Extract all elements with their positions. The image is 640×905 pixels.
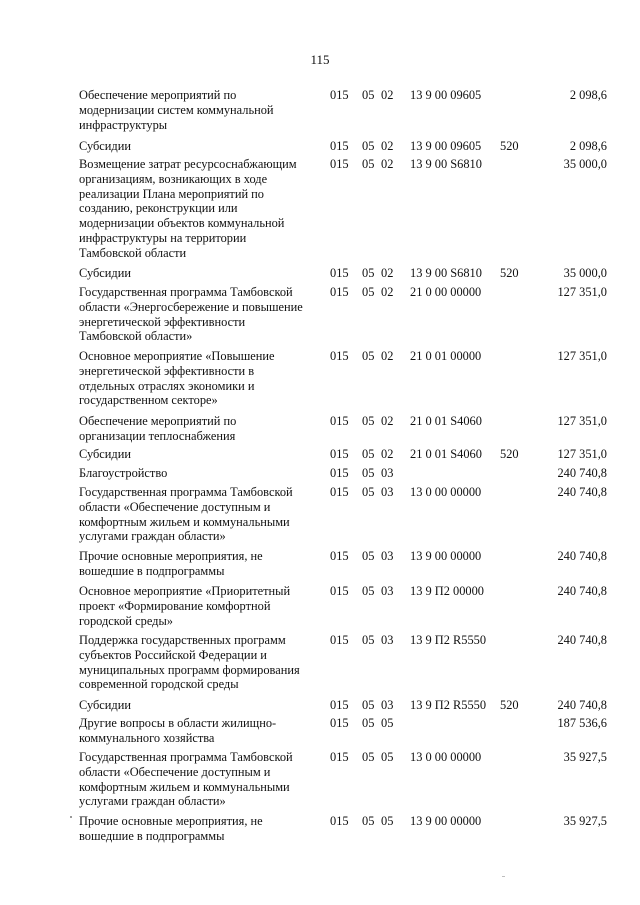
- section-code: 05: [362, 814, 375, 828]
- amount: 127 351,0: [557, 349, 607, 363]
- section-code: 05: [362, 698, 375, 712]
- row-name: Основное мероприятие «Повышение энергетической эффективности в отдельных отраслях экономики и государственном секторе»: [79, 349, 275, 408]
- subsection-code: 03: [381, 633, 394, 647]
- amount: 35 000,0: [563, 157, 607, 171]
- scan-speck: [502, 876, 505, 877]
- amount: 35 927,5: [563, 750, 607, 764]
- subsection-code: 03: [381, 698, 394, 712]
- section-code: 05: [362, 157, 375, 171]
- row-name: Обеспечение мероприятий по модернизации систем коммунальной инфраструктуры: [79, 88, 274, 132]
- subsection-code: 05: [381, 814, 394, 828]
- row-name: Государственная программа Тамбовской области «Обеспечение доступным и комфортным жильем и коммунальными услугами граждан области»: [79, 485, 293, 544]
- row-name: Возмещение затрат ресурсоснабжающим организациям, возникающих в ходе реализации Плана мероприятий по созданию, реконструкции или модернизации объектов коммунальной инфраструктуры на территории Тамбовской области: [79, 157, 297, 260]
- section-code: 05: [362, 285, 375, 299]
- target-article-code: 21 0 01 S4060: [410, 447, 482, 461]
- target-article-code: 21 0 01 S4060: [410, 414, 482, 428]
- target-article-code: 13 9 00 S6810: [410, 266, 482, 280]
- section-code: 05: [362, 584, 375, 598]
- target-article-code: 13 9 П2 00000: [410, 584, 484, 598]
- target-article-code: 13 0 00 00000: [410, 485, 482, 499]
- subsection-code: 03: [381, 549, 394, 563]
- amount: 2 098,6: [569, 139, 607, 153]
- section-code: 05: [362, 266, 375, 280]
- target-article-code: 21 0 01 00000: [410, 349, 482, 363]
- ministry-code: 015: [330, 447, 349, 461]
- row-name: Обеспечение мероприятий по организации теплоснабжения: [79, 414, 237, 443]
- subsection-code: 02: [381, 349, 394, 363]
- amount: 240 740,8: [557, 584, 607, 598]
- amount: 240 740,8: [557, 466, 607, 480]
- subsection-code: 03: [381, 485, 394, 499]
- target-article-code: 21 0 00 00000: [410, 285, 482, 299]
- subsection-code: 02: [381, 285, 394, 299]
- ministry-code: 015: [330, 139, 349, 153]
- row-name: Основное мероприятие «Приоритетный проект «Формирование комфортной городской среды»: [79, 584, 291, 628]
- section-code: 05: [362, 447, 375, 461]
- ministry-code: 015: [330, 349, 349, 363]
- ministry-code: 015: [330, 750, 349, 764]
- section-code: 05: [362, 414, 375, 428]
- amount: 240 740,8: [557, 633, 607, 647]
- target-article-code: 13 9 00 09605: [410, 88, 482, 102]
- target-article-code: 13 9 00 S6810: [410, 157, 482, 171]
- row-name: Субсидии: [79, 139, 131, 153]
- target-article-code: 13 0 00 00000: [410, 750, 482, 764]
- row-name: Субсидии: [79, 447, 131, 461]
- ministry-code: 015: [330, 549, 349, 563]
- target-article-code: 13 9 00 00000: [410, 549, 482, 563]
- ministry-code: 015: [330, 285, 349, 299]
- section-code: 05: [362, 716, 375, 730]
- amount: 35 927,5: [563, 814, 607, 828]
- page-number: 115: [310, 52, 330, 67]
- expense-type-code: 520: [500, 698, 519, 712]
- section-code: 05: [362, 485, 375, 499]
- section-code: 05: [362, 466, 375, 480]
- amount: 127 351,0: [557, 285, 607, 299]
- amount: 187 536,6: [557, 716, 607, 730]
- row-name: Субсидии: [79, 698, 131, 712]
- amount: 240 740,8: [557, 485, 607, 499]
- ministry-code: 015: [330, 266, 349, 280]
- row-name: Прочие основные мероприятия, не вошедшие в подпрограммы: [79, 814, 263, 843]
- scan-speck: [70, 816, 72, 818]
- row-name: Субсидии: [79, 266, 131, 280]
- expense-type-code: 520: [500, 139, 519, 153]
- row-name: Государственная программа Тамбовской области «Обеспечение доступным и комфортным жильем и коммунальными услугами граждан области»: [79, 750, 293, 809]
- target-article-code: 13 9 00 00000: [410, 814, 482, 828]
- ministry-code: 015: [330, 698, 349, 712]
- section-code: 05: [362, 88, 375, 102]
- subsection-code: 05: [381, 750, 394, 764]
- amount: 240 740,8: [557, 698, 607, 712]
- subsection-code: 02: [381, 88, 394, 102]
- amount: 240 740,8: [557, 549, 607, 563]
- subsection-code: 02: [381, 139, 394, 153]
- subsection-code: 03: [381, 466, 394, 480]
- subsection-code: 02: [381, 157, 394, 171]
- section-code: 05: [362, 633, 375, 647]
- amount: 127 351,0: [557, 414, 607, 428]
- ministry-code: 015: [330, 716, 349, 730]
- row-name: Другие вопросы в области жилищно- коммунального хозяйства: [79, 716, 277, 745]
- expense-type-code: 520: [500, 447, 519, 461]
- ministry-code: 015: [330, 584, 349, 598]
- section-code: 05: [362, 139, 375, 153]
- expense-type-code: 520: [500, 266, 519, 280]
- row-name: Государственная программа Тамбовской области «Энергосбережение и повышение энергетической эффективности Тамбовской области»: [79, 285, 303, 344]
- amount: 35 000,0: [563, 266, 607, 280]
- ministry-code: 015: [330, 414, 349, 428]
- row-name: Благоустройство: [79, 466, 168, 480]
- amount: 2 098,6: [569, 88, 607, 102]
- ministry-code: 015: [330, 633, 349, 647]
- ministry-code: 015: [330, 466, 349, 480]
- subsection-code: 02: [381, 266, 394, 280]
- section-code: 05: [362, 549, 375, 563]
- amount: 127 351,0: [557, 447, 607, 461]
- budget-table: [0, 88, 640, 868]
- ministry-code: 015: [330, 814, 349, 828]
- ministry-code: 015: [330, 485, 349, 499]
- subsection-code: 03: [381, 584, 394, 598]
- row-name: Прочие основные мероприятия, не вошедшие в подпрограммы: [79, 549, 263, 578]
- section-code: 05: [362, 750, 375, 764]
- subsection-code: 02: [381, 414, 394, 428]
- subsection-code: 05: [381, 716, 394, 730]
- subsection-code: 02: [381, 447, 394, 461]
- ministry-code: 015: [330, 88, 349, 102]
- target-article-code: 13 9 П2 R5550: [410, 633, 487, 647]
- ministry-code: 015: [330, 157, 349, 171]
- row-name: Поддержка государственных программ субъектов Российской Федерации и муниципальных программ формирования современной городской среды: [79, 633, 300, 692]
- section-code: 05: [362, 349, 375, 363]
- target-article-code: 13 9 00 09605: [410, 139, 482, 153]
- target-article-code: 13 9 П2 R5550: [410, 698, 487, 712]
